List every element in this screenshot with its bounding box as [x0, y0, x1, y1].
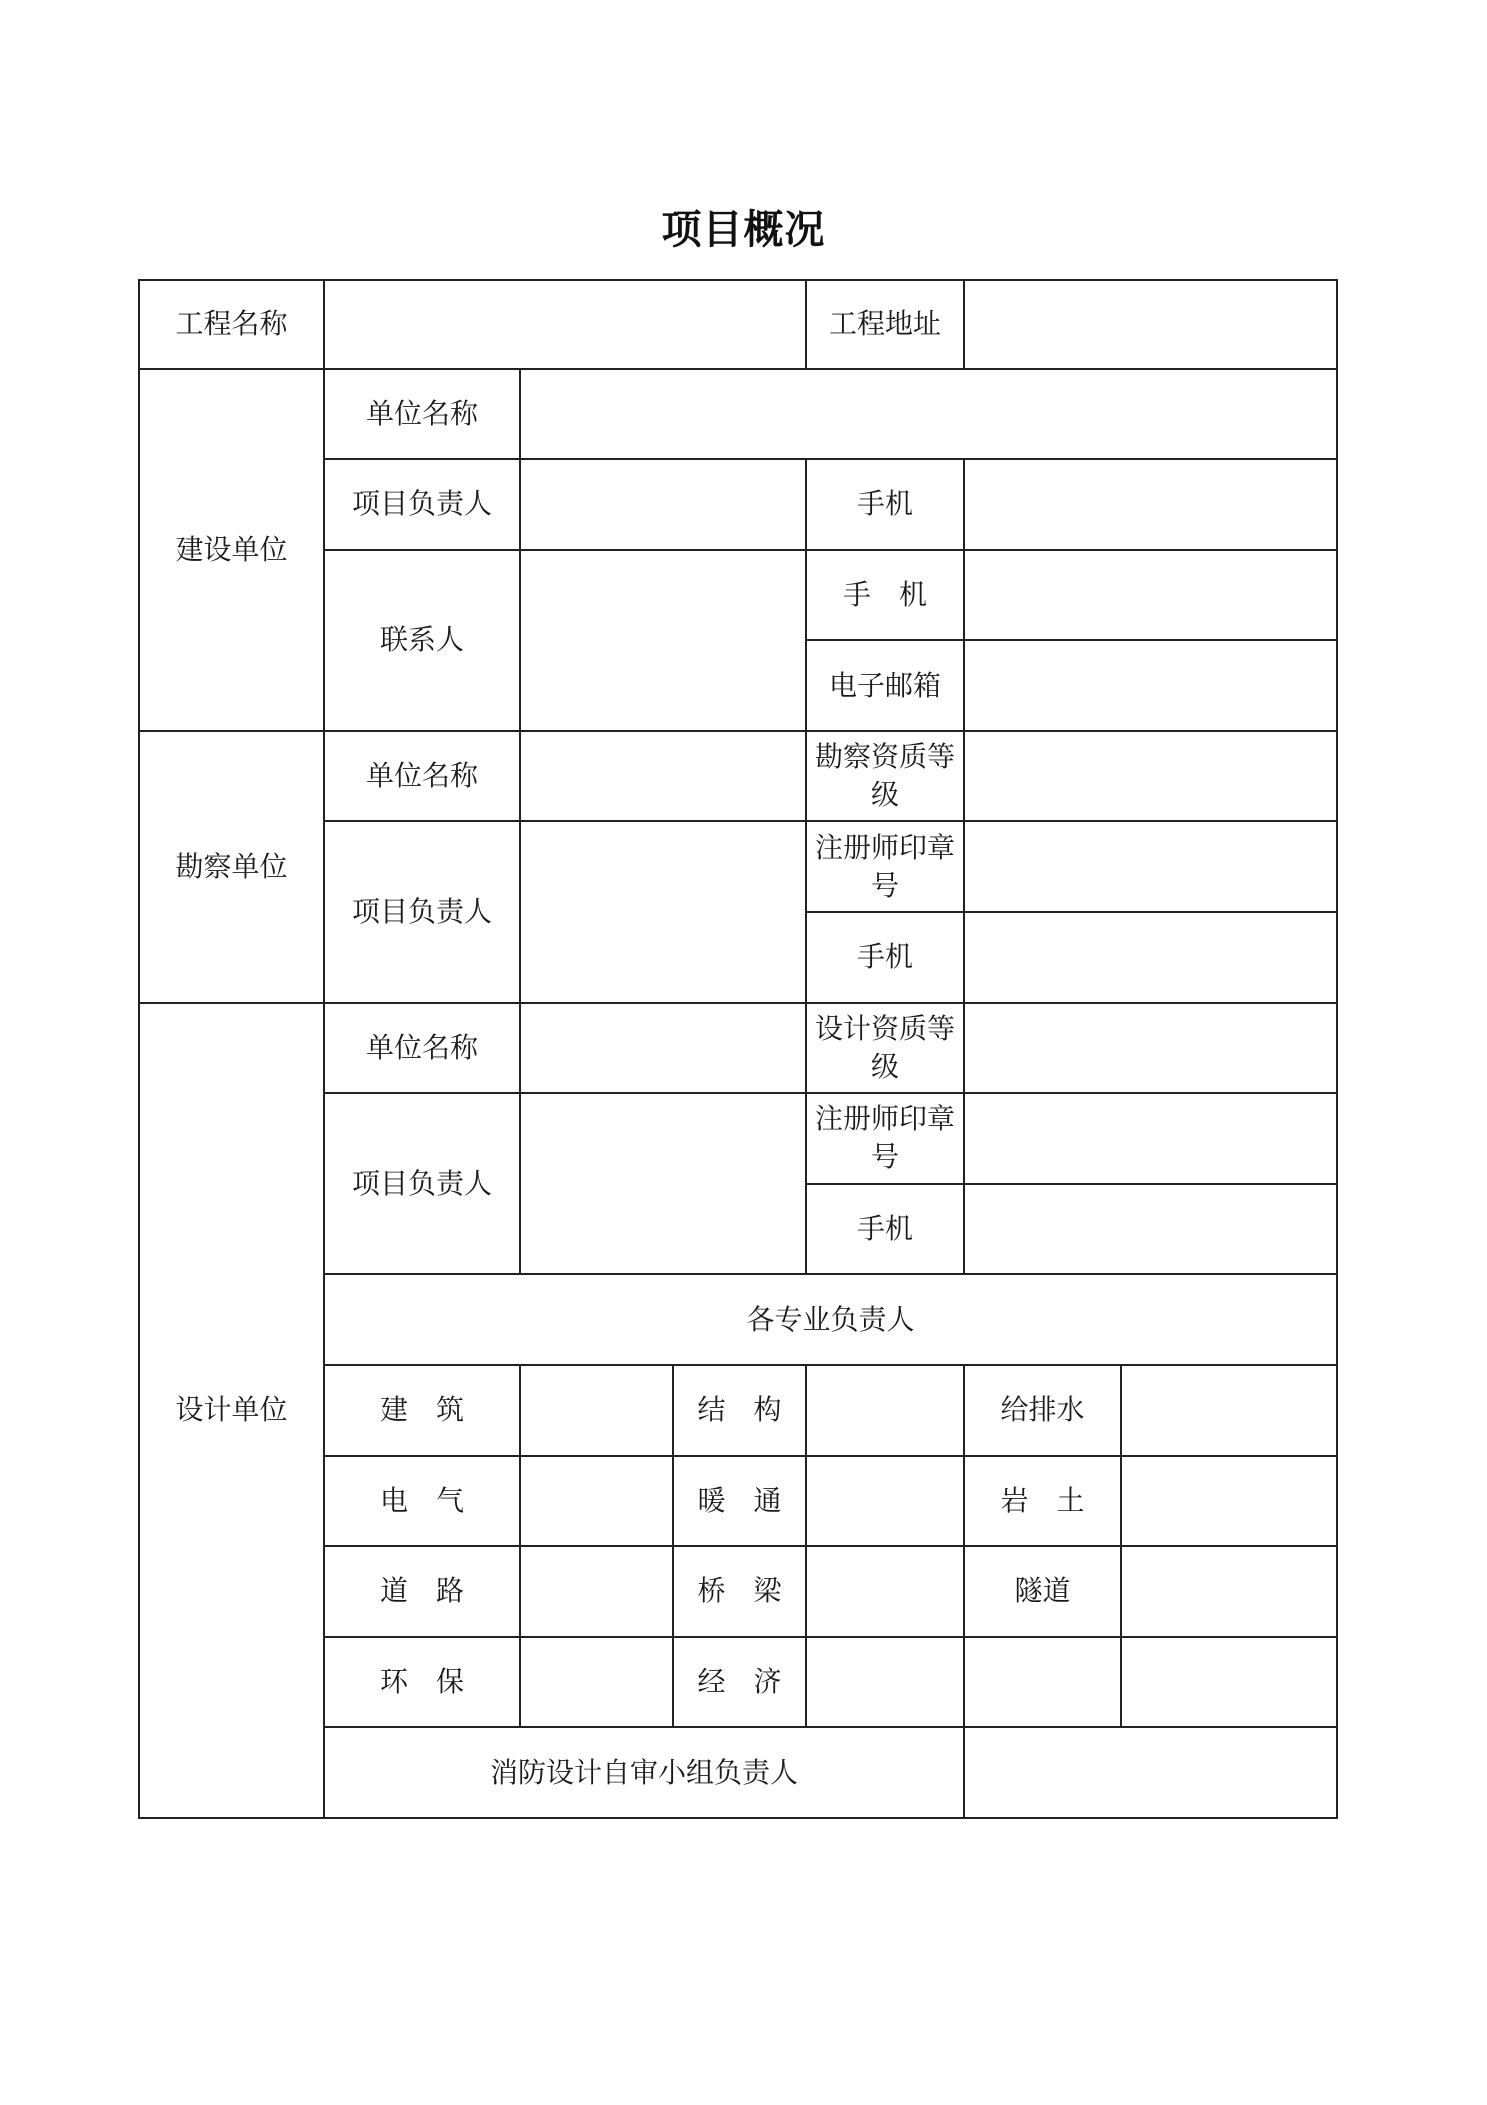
- survey-seal-label: 注册师印章号: [806, 821, 964, 912]
- construction-unit-name-label: 单位名称: [324, 369, 520, 460]
- specialty-bridge-label: 桥 梁: [673, 1546, 806, 1637]
- survey-phone-field[interactable]: [964, 912, 1337, 1003]
- construction-manager-phone-field[interactable]: [964, 459, 1337, 550]
- specialty-structure-field[interactable]: [806, 1365, 964, 1456]
- survey-unit-name-label: 单位名称: [324, 731, 520, 822]
- project-name-label: 工程名称: [139, 280, 324, 369]
- construction-email-label: 电子邮箱: [806, 640, 964, 731]
- survey-manager-field[interactable]: [520, 821, 806, 1002]
- survey-seal-field[interactable]: [964, 821, 1337, 912]
- construction-unit-name-field[interactable]: [520, 369, 1337, 460]
- construction-email-field[interactable]: [964, 640, 1337, 731]
- specialty-architecture-label: 建 筑: [324, 1365, 520, 1456]
- survey-qualification-field[interactable]: [964, 731, 1337, 822]
- specialty-water-field[interactable]: [1121, 1365, 1337, 1456]
- fire-review-field[interactable]: [964, 1727, 1337, 1818]
- construction-contact-phone-field[interactable]: [964, 550, 1337, 641]
- design-manager-label: 项目负责人: [324, 1093, 520, 1274]
- design-seal-label: 注册师印章号: [806, 1093, 964, 1184]
- specialty-extra-field-blank[interactable]: [1121, 1637, 1337, 1728]
- specialty-extra-label-blank[interactable]: [964, 1637, 1121, 1728]
- design-phone-label: 手机: [806, 1184, 964, 1275]
- project-address-label: 工程地址: [806, 280, 964, 369]
- page-title: 项目概况: [661, 207, 826, 253]
- fire-review-label: 消防设计自审小组负责人: [324, 1727, 964, 1818]
- design-seal-field[interactable]: [964, 1093, 1337, 1184]
- survey-manager-label: 项目负责人: [324, 821, 520, 1002]
- specialty-geotech-label: 岩 土: [964, 1456, 1121, 1547]
- project-address-field[interactable]: [964, 280, 1337, 369]
- specialty-hvac-field[interactable]: [806, 1456, 964, 1547]
- survey-unit-name-field[interactable]: [520, 731, 806, 822]
- specialty-heading: 各专业负责人: [324, 1274, 1337, 1365]
- specialty-electrical-label: 电 气: [324, 1456, 520, 1547]
- construction-contact-phone-label: 手 机: [806, 550, 964, 641]
- specialty-electrical-field[interactable]: [520, 1456, 673, 1547]
- specialty-road-field[interactable]: [520, 1546, 673, 1637]
- construction-contact-field[interactable]: [520, 550, 806, 731]
- specialty-tunnel-label: 隧道: [964, 1546, 1121, 1637]
- design-unit-name-field[interactable]: [520, 1003, 806, 1094]
- specialty-bridge-field[interactable]: [806, 1546, 964, 1637]
- design-qualification-field[interactable]: [964, 1003, 1337, 1094]
- design-manager-field[interactable]: [520, 1093, 806, 1274]
- project-name-field[interactable]: [324, 280, 806, 369]
- construction-contact-label: 联系人: [324, 550, 520, 731]
- specialty-economics-label: 经 济: [673, 1637, 806, 1728]
- specialty-water-label: 给排水: [964, 1365, 1121, 1456]
- survey-phone-label: 手机: [806, 912, 964, 1003]
- specialty-hvac-label: 暖 通: [673, 1456, 806, 1547]
- design-unit-name-label: 单位名称: [324, 1003, 520, 1094]
- construction-manager-label: 项目负责人: [324, 459, 520, 550]
- specialty-tunnel-field[interactable]: [1121, 1546, 1337, 1637]
- survey-unit-section-label: 勘察单位: [139, 731, 324, 1003]
- specialty-geotech-field[interactable]: [1121, 1456, 1337, 1547]
- specialty-environment-label: 环 保: [324, 1637, 520, 1728]
- specialty-environment-field[interactable]: [520, 1637, 673, 1728]
- specialty-economics-field[interactable]: [806, 1637, 964, 1728]
- construction-unit-section-label: 建设单位: [139, 369, 324, 731]
- design-qualification-label: 设计资质等级: [806, 1003, 964, 1094]
- specialty-structure-label: 结 构: [673, 1365, 806, 1456]
- construction-manager-phone-label: 手机: [806, 459, 964, 550]
- survey-qualification-label: 勘察资质等级: [806, 731, 964, 822]
- project-overview-table: [138, 279, 1338, 1819]
- design-phone-field[interactable]: [964, 1184, 1337, 1275]
- design-unit-section-label: 设计单位: [139, 1003, 324, 1818]
- construction-manager-field[interactable]: [520, 459, 806, 550]
- specialty-architecture-field[interactable]: [520, 1365, 673, 1456]
- specialty-road-label: 道 路: [324, 1546, 520, 1637]
